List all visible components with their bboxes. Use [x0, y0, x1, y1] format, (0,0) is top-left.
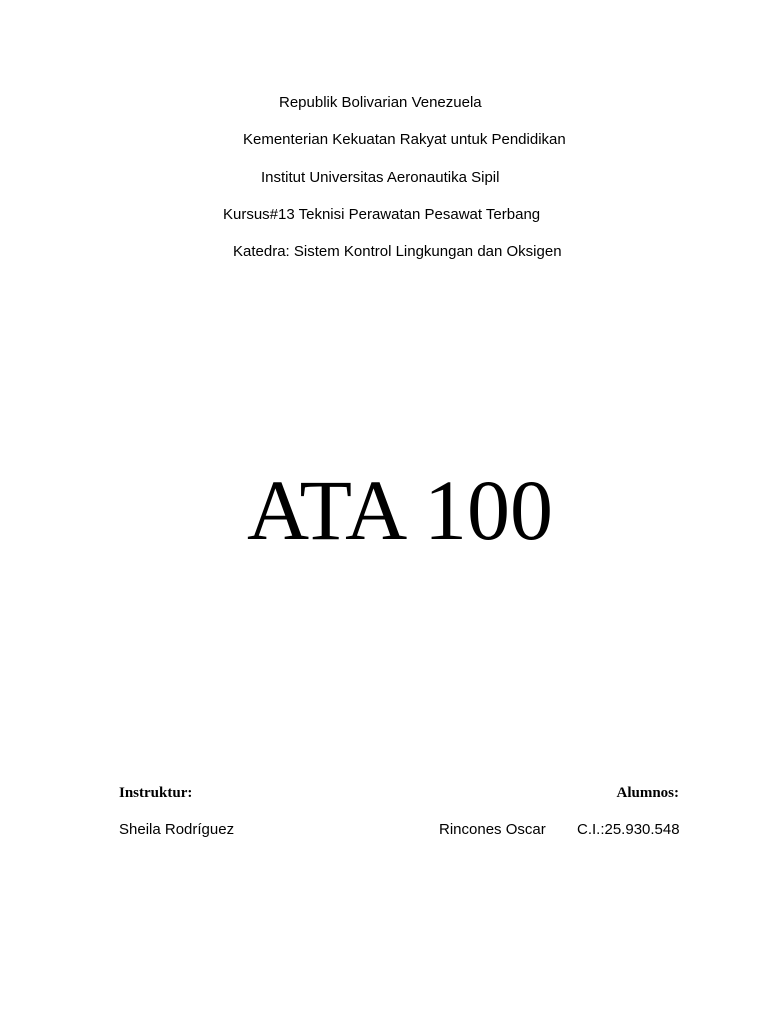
document-title: ATA 100	[246, 462, 554, 558]
ministry-line: Kementerian Kekuatan Rakyat untuk Pendidikan	[243, 131, 566, 148]
country-line: Republik Bolivarian Venezuela	[279, 94, 482, 111]
instructor-label: Instruktur:	[119, 785, 193, 801]
student-name: Rincones Oscar	[439, 821, 546, 838]
student-id: C.I.:25.930.548	[577, 821, 680, 838]
course-line: Kursus#13 Teknisi Perawatan Pesawat Terbang	[223, 206, 541, 223]
instructor-name: Sheila Rodríguez	[119, 821, 235, 838]
institute-line: Institut Universitas Aeronautika Sipil	[261, 169, 500, 186]
students-label: Alumnos:	[616, 785, 679, 801]
department-line: Katedra: Sistem Kontrol Lingkungan dan Oksigen	[233, 243, 562, 260]
